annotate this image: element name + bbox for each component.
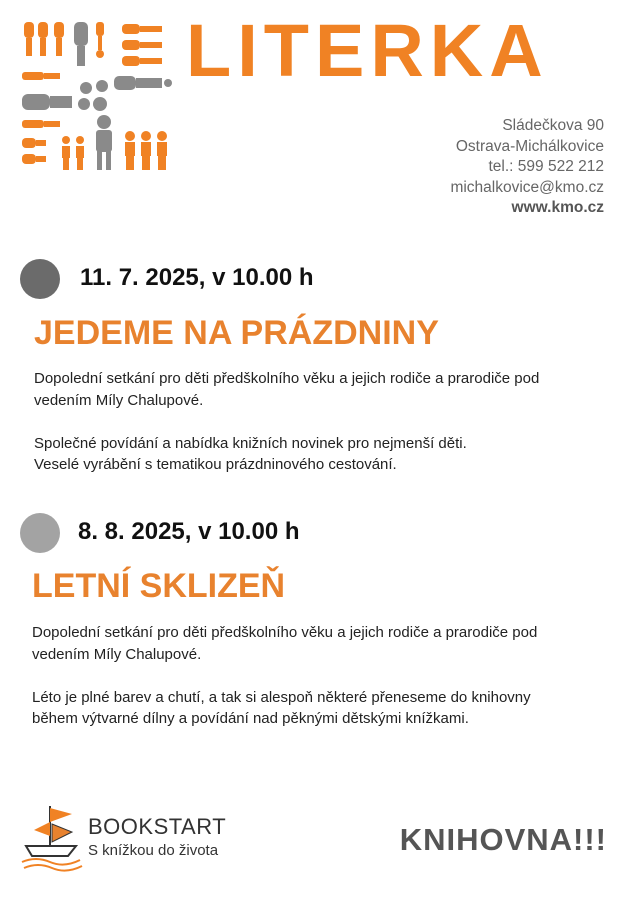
bookstart-logo (20, 802, 235, 872)
event-description (34, 368, 594, 476)
event-bullet-dot (20, 513, 60, 553)
event-description-line: Léto je plné barev a chutí, a tak si alespoň některé přeneseme do knihovny (32, 688, 531, 706)
event-description-line: Dopolední setkání pro děti předškolního věku a jejich rodiče a prarodiče pod (34, 370, 540, 387)
event-description-line: vedením Míly Chalupové. (34, 391, 204, 409)
address-city: Ostrava-Michálkovice (455, 137, 604, 155)
event-description (32, 622, 592, 730)
event-date: 8. 8. 2025, v 10.00 h (78, 518, 300, 545)
bookstart-name: BOOKSTART (88, 814, 227, 839)
bookstart-ship-icon (20, 802, 86, 872)
event-description-line: Dopolední setkání pro děti předškolního věku a jejich rodiče a prarodiče pod (32, 624, 538, 641)
event-description-line: vedením Míly Chalupové. (32, 645, 202, 663)
event-description-line: během výtvarné dílny a povídání nad pěknými dětskými knížkami. (32, 710, 469, 727)
bookstart-tagline: S knížkou do života (88, 842, 219, 859)
address-web[interactable]: www.kmo.cz (511, 199, 604, 216)
address-street: Sládečkova 90 (502, 117, 604, 134)
address-block (450, 116, 604, 219)
event-title: JEDEME NA PRÁZDNINY (34, 314, 439, 352)
library-label: KNIHOVNA!!! (399, 822, 607, 857)
event-title: LETNÍ SKLIZEŇ (32, 567, 286, 605)
address-email[interactable]: michalkovice@kmo.cz (450, 178, 604, 196)
event-description-line: Veselé vyrábění s tematikou prázdninového cestování. (34, 456, 397, 473)
address-phone: tel.: 599 522 212 (488, 158, 604, 175)
literka-logo-icon (22, 22, 172, 172)
event-date: 11. 7. 2025, v 10.00 h (80, 264, 314, 291)
brand-title: LITERKA (186, 9, 549, 92)
event-bullet-dot (20, 259, 60, 299)
event-description-line: Společné povídání a nabídka knižních novinek pro nejmenší děti. (34, 434, 467, 452)
